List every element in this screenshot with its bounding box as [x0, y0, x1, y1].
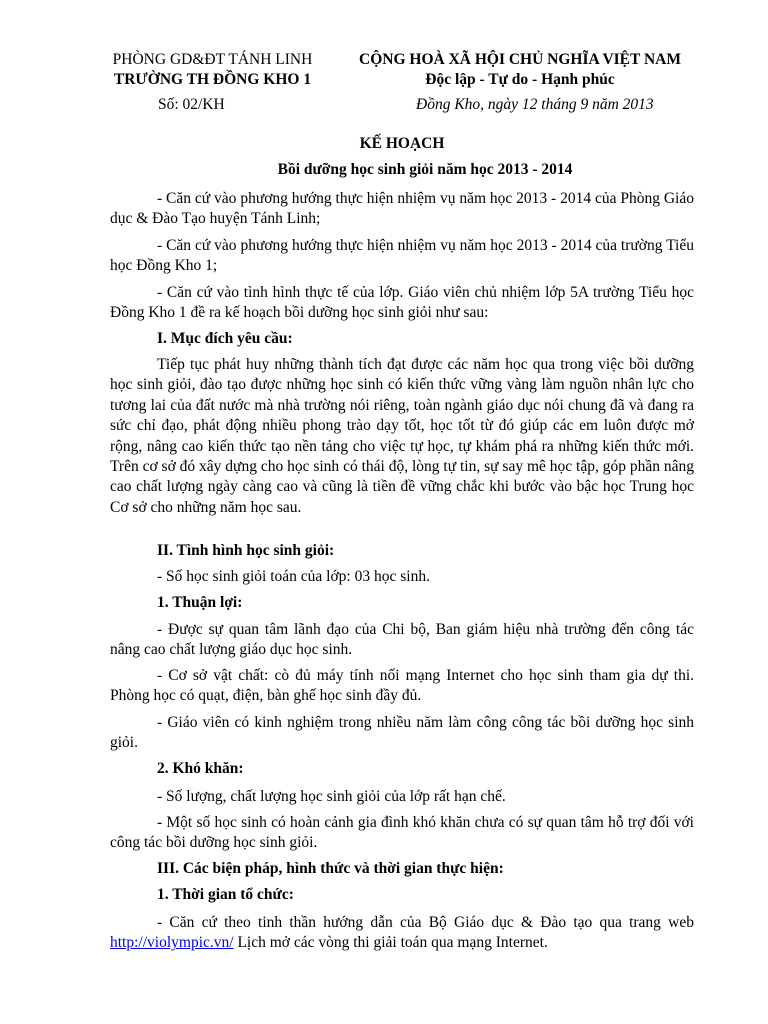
section-heading: I. Mục đích yêu cầu:	[157, 330, 293, 347]
paragraph: Tiếp tục phát huy những thành tích đạt được các năm học qua trong việc bồi dưỡng học sinh giỏi, đào tạo được những học sinh có kiến thức vững vàng làm nguồn nhân lực cho tương lai của đất nước mà nhà trường nói riêng, toàn ngành giáo dục nói chung đã và đang ra sức chỉ đạo, phát động nhiều phong trào dạy tốt, học tốt từ đó giúp các em luôn được mở rộng, nâng cao kiến thức tạo nền tảng cho việc tự học, tự khám phá ra những kiến thức mới. Trên cơ sở đó xây dựng cho học sinh có thái độ, lòng tự tin, sự say mê học tập, góp phần nâng cao chất lượng ngày càng cao và cũng là tiền đề vững chắc khi bước vào bậc học Trung học Cơ sở cho những năm học sau.	[110, 356, 694, 516]
document-title: KẾ HOẠCH	[359, 135, 445, 152]
paragraph	[110, 913, 694, 954]
section-heading: II. Tình hình học sinh giỏi:	[157, 542, 335, 559]
national-title: CỘNG HOÀ XÃ HỘI CHỦ NGHĨA VIỆT NAM	[359, 51, 681, 68]
department-name: PHÒNG GD&ĐT TÁNH LINH	[112, 51, 313, 68]
paragraph: - Số học sinh giỏi toán của lớp: 03 học sinh.	[157, 568, 430, 585]
section-heading: III. Các biện pháp, hình thức và thời gian thực hiện:	[157, 860, 504, 877]
paragraph: - Số lượng, chất lượng học sinh giỏi của lớp rất hạn chế.	[157, 788, 506, 805]
place-date: Đồng Kho, ngày 12 tháng 9 năm 2013	[416, 96, 654, 113]
paragraph: - Được sự quan tâm lãnh đạo của Chi bộ, Ban giám hiệu nhà trường đến công tác nâng cao chất lượng giáo dục học sinh.	[110, 621, 694, 659]
header-right	[340, 50, 700, 90]
subsection-heading: 1. Thuận lợi:	[157, 594, 243, 611]
school-name: TRƯỜNG TH ĐỒNG KHO 1	[113, 71, 312, 88]
header-left	[100, 50, 325, 90]
paragraph-text: Lịch mở các vòng thi giải toán qua mạng Internet.	[233, 934, 548, 952]
document-number: Số: 02/KH	[158, 96, 225, 113]
violympic-link[interactable]: http://violympic.vn/	[110, 934, 234, 952]
national-motto: Độc lập - Tự do - Hạnh phúc	[425, 71, 615, 88]
paragraph: - Một số học sinh có hoàn cảnh gia đình khó khăn chưa có sự quan tâm hỗ trợ đối với công tác bồi dưỡng học sinh giỏi.	[110, 814, 694, 852]
subsection-heading: 2. Khó khăn:	[157, 760, 244, 777]
paragraph: - Căn cứ vào tình hình thực tế của lớp. Giáo viên chủ nhiệm lớp 5A trường Tiểu học Đồng Kho 1 đề ra kế hoạch bồi dưỡng học sinh giỏi như sau:	[110, 284, 694, 322]
document-subtitle: Bồi dưỡng học sinh giỏi năm học 2013 - 2014	[277, 161, 573, 178]
paragraph: - Cơ sở vật chất: cò đủ máy tính nối mạng Internet cho học sinh tham gia dự thi. Phòng học có quạt, điện, bàn ghế học sinh đầy đủ.	[110, 667, 694, 705]
paragraph: - Căn cứ vào phương hướng thực hiện nhiệm vụ năm học 2013 - 2014 của trường Tiểu học Đồng Kho 1;	[110, 237, 694, 275]
paragraph-text: - Căn cứ theo tinh thần hướng dẫn của Bộ Giáo dục & Đào tạo qua trang web	[157, 914, 694, 931]
subsection-heading: 1. Thời gian tổ chức:	[157, 886, 294, 903]
paragraph: - Căn cứ vào phương hướng thực hiện nhiệm vụ năm học 2013 - 2014 của Phòng Giáo dục & Đào Tạo huyện Tánh Linh;	[110, 190, 694, 228]
paragraph: - Giáo viên có kinh nghiệm trong nhiều năm làm công công tác bồi dưỡng học sinh giỏi.	[110, 714, 694, 752]
